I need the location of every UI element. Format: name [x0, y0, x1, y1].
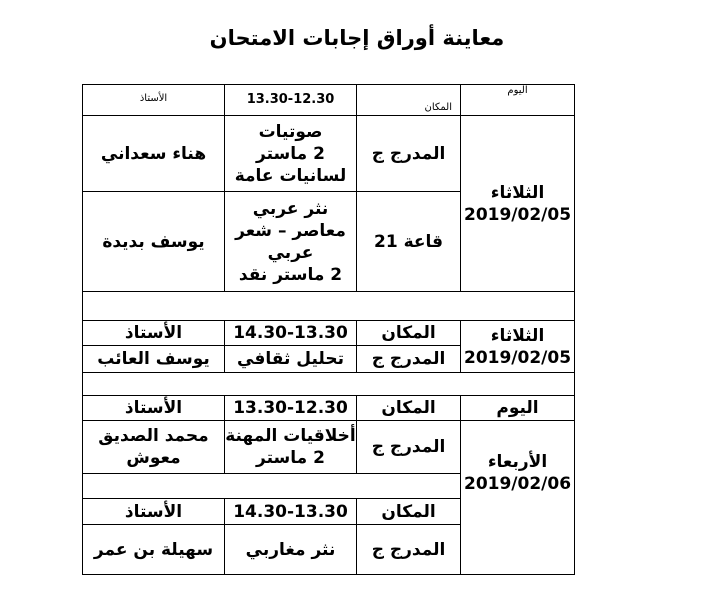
subject-line: 2 ماستر نقد [238, 264, 343, 285]
block2-date: 2019/02/05 [463, 347, 572, 368]
block1-row2-teacher: يوسف بديدة [102, 231, 205, 252]
subject-line: صوتيات [258, 121, 323, 142]
block2-row1-place: المدرج ج [371, 349, 446, 369]
subject-line: عربي [267, 242, 314, 263]
block1-row1-place: المدرج ج [371, 143, 446, 164]
block3-row2-place: المدرج ج [371, 539, 446, 560]
block1-row1-teacher: هناء سعداني [100, 143, 207, 164]
block3-header1-teacher: الأستاذ [124, 398, 183, 418]
block3-header1-place: المكان [381, 398, 436, 418]
block1-row2-place: قاعة 21 [373, 231, 444, 252]
teacher-line: معوش [126, 448, 181, 468]
subject-line: نثر عربي [252, 198, 329, 219]
block1-day [461, 116, 574, 291]
block3-header2-teacher: الأستاذ [124, 501, 183, 522]
block3-row1-subject [225, 421, 356, 473]
block3-day-name: الأربعاء [487, 451, 548, 472]
block3-day-label: اليوم [496, 398, 539, 418]
block2-row1-teacher: يوسف العائب [97, 349, 210, 369]
block1-row2-subject [225, 192, 356, 291]
block1-date: 2019/02/05 [463, 204, 572, 225]
teacher-line: محمد الصديق [98, 426, 209, 446]
block3-date: 2019/02/06 [463, 473, 572, 494]
page-title: معاينة أوراق إجابات الامتحان [209, 26, 505, 50]
block1-row1-subject [225, 116, 356, 191]
block3-row1-teacher [83, 421, 224, 473]
block2-header-place: المكان [381, 323, 436, 343]
block2-day-name: الثلاثاء [490, 325, 545, 346]
block3-row2-teacher: سهيلة بن عمر [93, 539, 214, 560]
block2-row1-subject: تحليل ثقافي [237, 349, 344, 369]
header-place: المكان [424, 102, 452, 113]
subject-line: أخلاقيات المهنة [225, 426, 356, 446]
header-time: 13.30-12.30 [246, 92, 335, 107]
block3-header2-time: 14.30-13.30 [233, 501, 348, 522]
subject-line: 2 ماستر [256, 143, 325, 164]
subject-line: معاصر – شعر [235, 220, 346, 241]
block3-row1-place: المدرج ج [371, 437, 446, 457]
block2-header-teacher: الأستاذ [124, 323, 183, 343]
block2-day [461, 321, 574, 372]
subject-line: 2 ماستر [256, 448, 325, 468]
exam-schedule-table [82, 84, 575, 575]
block3-header1-time: 13.30-12.30 [233, 398, 348, 418]
header-teacher: الأستاذ [139, 93, 168, 104]
header-day: اليوم [507, 85, 528, 96]
subject-line: لسانيات عامة [234, 165, 347, 186]
block3-day [461, 421, 574, 524]
block1-day-name: الثلاثاء [490, 182, 545, 203]
block3-row2-subject: نثر مغاربي [245, 539, 336, 560]
block2-header-time: 14.30-13.30 [233, 323, 348, 343]
block3-header2-place: المكان [381, 501, 436, 522]
